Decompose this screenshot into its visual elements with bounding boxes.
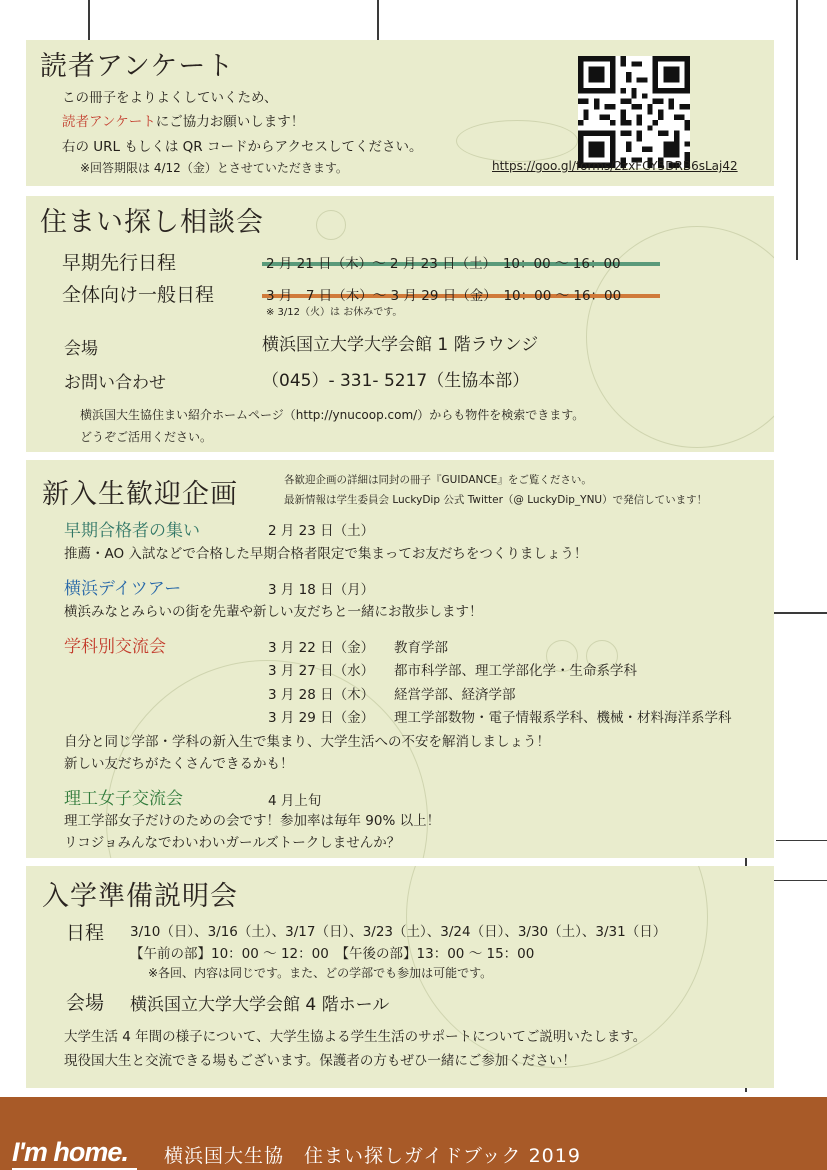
orientation-times: 【午前の部】10：00 ～ 12：00 【午後の部】13：00 ～ 15：00 [130,946,535,962]
frame-line [377,0,379,40]
survey-line2-rest: にご協力お願いします！ [155,114,305,130]
survey-title: 読者アンケート [40,51,235,82]
event2-desc: 横浜みなとみらいの街を先輩や新しい友だちと一緒にお散歩します！ [64,604,483,620]
general-schedule-label: 全体向け一般日程 [62,284,215,306]
event1-date: 2 月 23 日（土） [268,523,375,539]
housing-title: 住まい探し相談会 [40,207,264,238]
event3-row-dept: 経営学部、経済学部 [394,687,516,703]
housing-website-note: 横浜国大生協住まい紹介ホームページ（http://ynucoop.com/）からも物件を検索できます。 [80,408,585,422]
event1-title: 早期合格者の集い [64,521,200,541]
event3-row-dept: 都市科学部、理工学部化学・生命系学科 [394,663,637,679]
event4-date: 4 月上旬 [268,793,322,809]
event4-title: 理工女子交流会 [64,789,183,809]
orientation-venue-value: 横浜国立大学大学会館 4 階ホール [130,995,390,1015]
event3-title: 学科別交流会 [64,637,166,657]
housing-use-note: どうぞご活用ください。 [80,430,213,444]
survey-link-text[interactable]: 読者アンケート [62,114,156,130]
event2-title: 横浜デイツアー [64,579,182,599]
event3-row-dept: 教育学部 [394,640,448,656]
brand-logo: I'm home. [12,1137,128,1167]
frame-line [796,0,798,260]
orientation-venue-label: 会場 [66,992,105,1014]
welcome-guidance-note: 各歓迎企画の詳細は同封の冊子『GUIDANCE』をご覧ください。 [284,474,592,486]
event1-desc: 推薦・AO 入試などで合格した早期合格者限定で集まってお友だちをつくりましょう！ [64,546,588,562]
event3-row-date: 3 月 27 日（水） [268,663,375,679]
survey-line1: この冊子をよりよくしていくため、 [62,90,278,106]
orientation-dates: 3/10（日）、3/16（土）、3/17（日）、3/23（土）、3/24（日）、3/30（土）、3/31（日） [130,924,667,940]
orientation-note: ※各回、内容は同じです。また、どの学部でも参加は可能です。 [148,966,493,980]
frame-line [88,0,90,40]
survey-url-link[interactable]: https://goo.gl/forms/2zxFCY5DRB6sLaj42 [492,159,738,173]
survey-line3: 右の URL もしくは QR コードからアクセスしてください。 [62,139,423,155]
event3-desc1: 自分と同じ学部・学科の新入生で集まり、大学生活への不安を解消しましょう！ [64,734,550,750]
qr-code-image [578,56,690,168]
early-schedule-value: 2 月 21 日（木）～ 2 月 23 日（土） 10：00 ～ 16：00 [266,256,621,272]
venue-label: 会場 [64,339,98,359]
event4-desc2: リコジョみんなでわいわいガールズトークしませんか？ [64,835,401,851]
contact-label: お問い合わせ [64,373,166,393]
general-schedule-value: 3 月 7 日（木）～ 3 月 29 日（金） 10：00 ～ 16：00 [266,288,622,304]
contact-value: （045）- 331- 5217（生協本部） [262,371,530,391]
event4-desc1: 理工学部女子だけのための会です！参加率は毎年 90% 以上！ [64,813,441,829]
welcome-twitter-note: 最新情報は学生委員会 LuckyDip 公式 Twitter（@ LuckyDip_YNU）で発信しています！ [284,494,708,506]
survey-deadline-note: ※回答期限は 4/12（金）とさせていただきます。 [80,161,348,175]
orientation-title: 入学準備説明会 [42,881,238,912]
qr-code[interactable] [578,56,670,148]
welcome-title: 新入生歓迎企画 [42,479,238,510]
early-schedule-label: 早期先行日程 [62,252,177,274]
orientation-desc1: 大学生活 4 年間の様子について、大学生協よる学生生活のサポートについてご説明いたします。 [64,1029,647,1045]
orientation-desc2: 現役国大生と交流できる場もございます。保護者の方もぜひ一緒にご参加ください！ [64,1053,576,1069]
footer-bar [0,1097,827,1170]
survey-line2 [62,110,304,130]
event3-row-date: 3 月 29 日（金） [268,710,375,726]
venue-value: 横浜国立大学大学会館 1 階ラウンジ [262,335,539,355]
event3-row-dept: 理工学部数物・電子情報系学科、機械・材料海洋系学科 [394,710,732,726]
footer-subtitle: 横浜国大生協 住まい探しガイドブック 2019 [164,1145,581,1167]
event3-row-date: 3 月 28 日（木） [268,687,375,703]
frame-line [776,840,827,841]
orientation-date-label: 日程 [66,922,105,944]
event2-date: 3 月 18 日（月） [268,582,375,598]
event3-desc2: 新しい友だちがたくさんできるかも！ [64,756,294,772]
general-schedule-note: ※ 3/12（火）は お休みです。 [266,307,403,318]
event3-row-date: 3 月 22 日（金） [268,640,375,656]
